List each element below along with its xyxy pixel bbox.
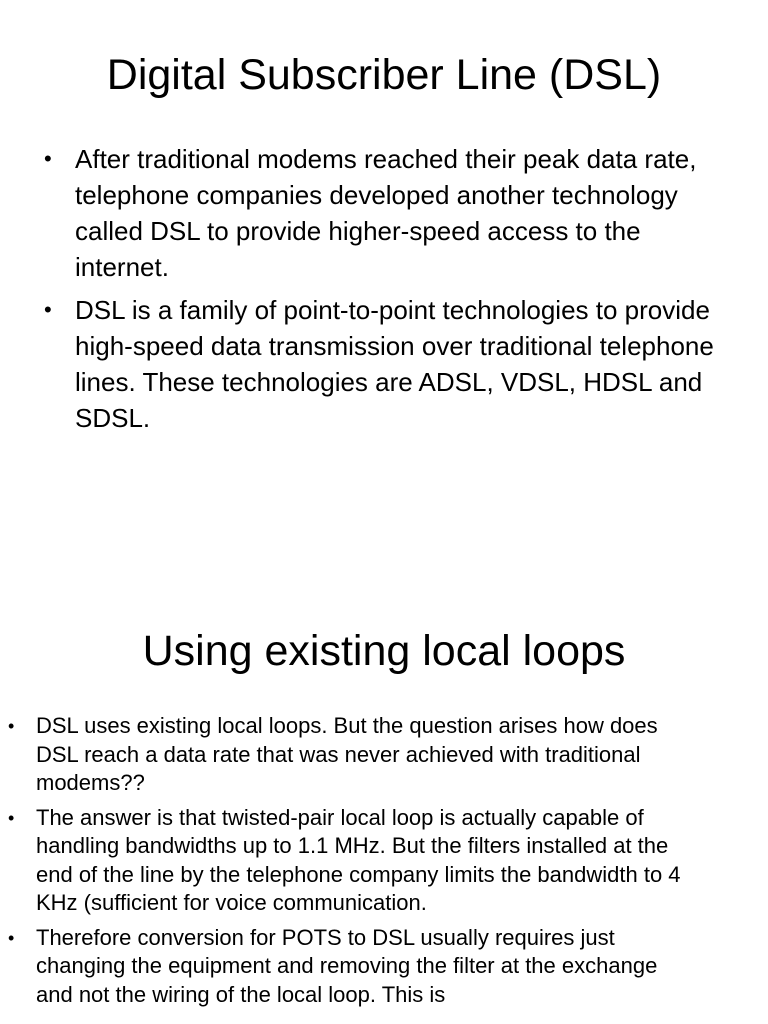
bullet-item (8, 804, 688, 918)
slide-local-loops (0, 560, 768, 1024)
bullet-text: DSL uses existing local loops. But the question arises how does DSL reach a data rate that was never achieved with traditional modems?? (36, 713, 658, 795)
bullet-item (44, 292, 734, 436)
bullet-list (44, 141, 734, 443)
bullet-text: Therefore conversion for POTS to DSL usually requires just changing the equipment and removing the filter at the exchange and not the wiring of the local loop. This is (36, 924, 658, 1007)
slide-title: Digital Subscriber Line (DSL) (106, 51, 662, 99)
bullet-item (8, 712, 688, 798)
bullet-dot-icon: • (8, 807, 15, 828)
bullet-list (8, 712, 688, 1015)
bullet-dot-icon: • (8, 716, 15, 736)
bullet-dot-icon: • (8, 927, 15, 948)
bullet-item (44, 141, 734, 285)
bullet-text: After traditional modems reached their peak data rate, telephone companies developed another technology called DSL to provide higher-speed access to the internet. (75, 144, 697, 282)
bullet-text: DSL is a family of point-to-point technologies to provide high-speed data transmission over traditional telephone lines. These technologies are ADSL, VDSL, HDSL and SDSL. (75, 295, 714, 433)
slide-title: Using existing local loops (142, 627, 626, 675)
bullet-dot-icon: • (44, 297, 52, 322)
bullet-item (8, 924, 688, 1010)
bullet-dot-icon: • (44, 146, 52, 171)
bullet-text: The answer is that twisted-pair local loop is actually capable of handling bandwidths up to 1.1 MHz. But the filters installed at the end of the line by the telephone company limits the bandwidth to 4 KHz (sufficient for voice communication. (36, 804, 681, 915)
